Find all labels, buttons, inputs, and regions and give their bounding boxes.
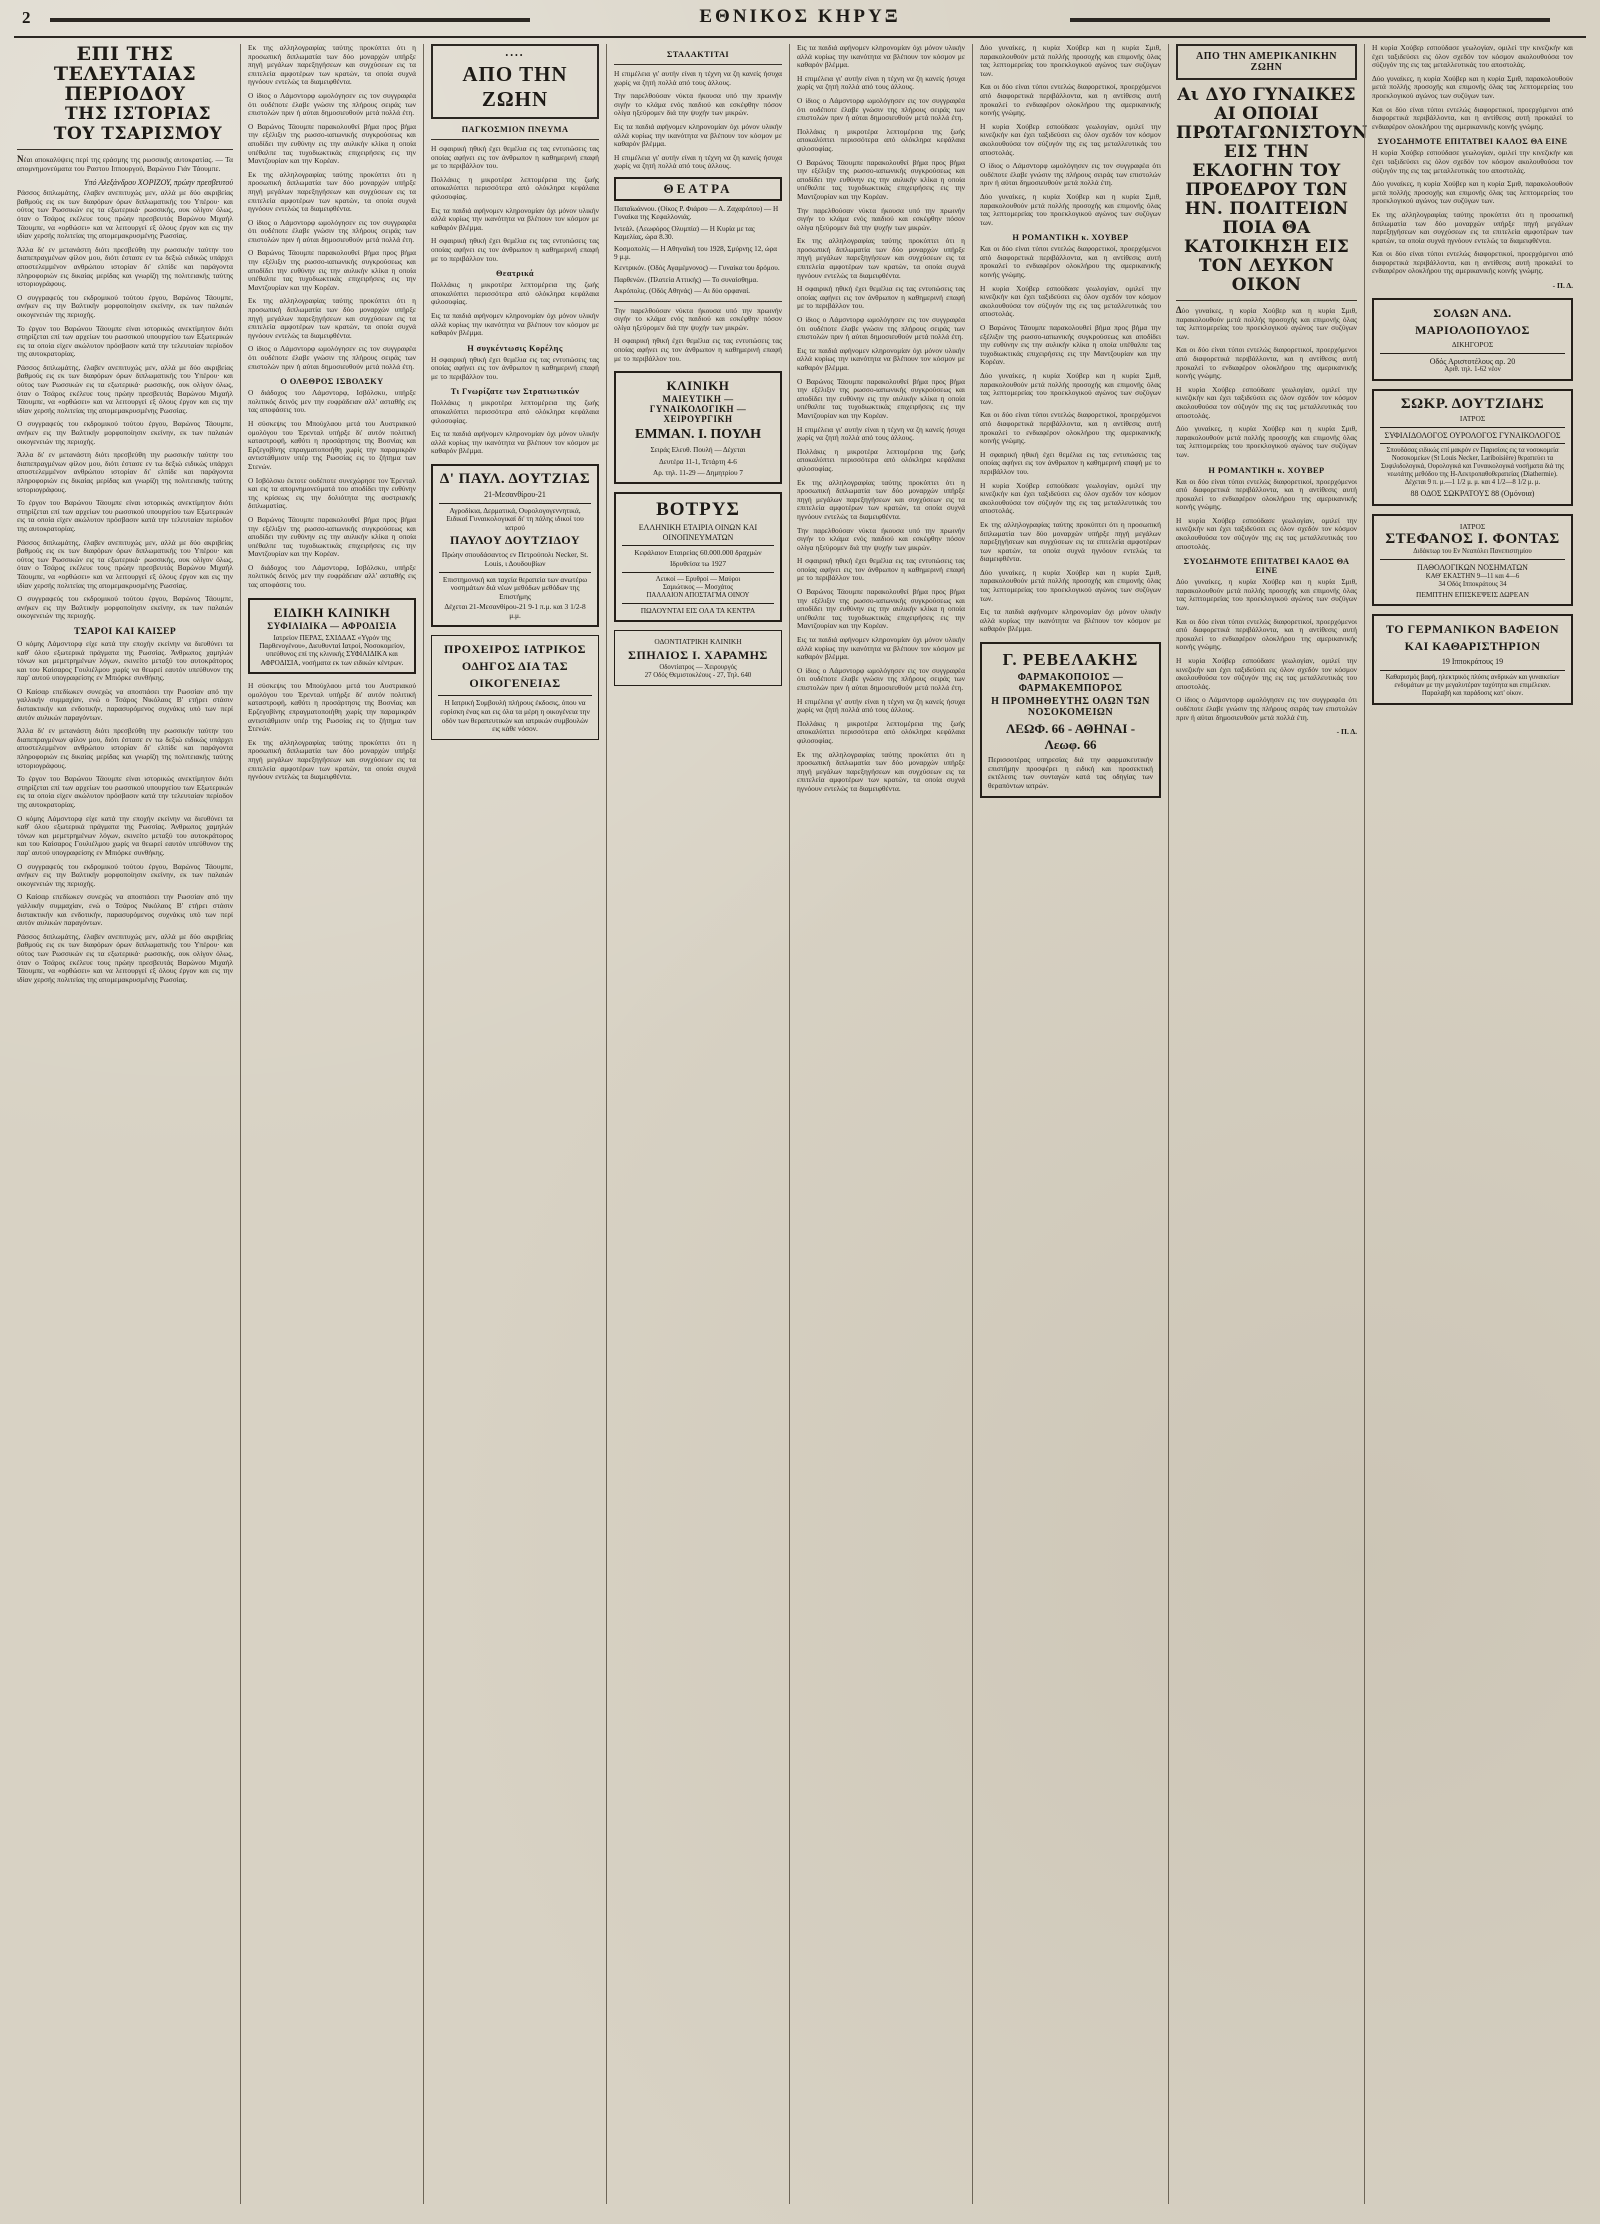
paragraph: Εις τα παιδιά αφήνομεν κληρονομίαν όχι μόνον υλικήν αλλά κυρίως την ικανότητα να βλέπουν τον κόσμον με καθαρόν βλέμμα. (980, 607, 1161, 634)
column-3 (423, 44, 606, 2204)
ad-name: Δ' ΠΑΥΛ. ΔΟΥΤΖΙΑΣ (439, 471, 591, 488)
ad-type: ΜΑΙΕΥΤΙΚΗ — ΓΥΝΑΙΚΟΛΟΓΙΚΗ — ΧΕΙΡΟΥΡΓΙΚΗ (649, 394, 747, 425)
paragraph: Η σφαιρική ηθική έχει θεμέλια εις τας εντυπώσεις τας οποίας αφήνει εις τον άνθρωπον η καθημερινή επαφή με το περιβάλλον του. (614, 336, 782, 363)
paragraph: Ο ίδιος ο Λάμσντορφ ωμολόγησεν εις τον συγγραφέα ότι ουδέποτε έλαβε γνώσιν της πλήρους σειράς των επιστολών πριν ή αύται δημοσιευθούν μετά πολλά έτη. (797, 665, 965, 692)
ad-line: ΟΔΟΝΤΙΑΤΡΙΚΗ ΚΛΙΝΙΚΗ (654, 637, 742, 647)
ad-product: Σαμιώτικος — Μοσχάτος (663, 583, 733, 591)
paragraph: Δύο γυναίκες, η κυρία Χούβερ και η κυρία Σμιθ, παρακολουθούν μετά πολλής προσοχής και επιμονής όλας τας λεπτομερείας του προεκλογικού αγώνος των συζύγων των. (980, 371, 1161, 406)
ad-name: ΣΤΕΦΑΝΟΣ Ι. ΦΟΝΤΑΣ (1385, 531, 1560, 548)
subsection-head-epitatvei: ΣΥΟΣΔΗΜΟΤΕ ΕΠΙΤΑΤΒΕΙ ΚΑΛΟΣ ΘΑ ΕΙΝΕ (1183, 557, 1350, 576)
paragraph: Η κυρία Χούβερ εσπούδασε γεωλογίαν, ομιλεί την κινεζικήν και έχει ταξιδεύσει εις όλον σχεδόν τον κόσμον ακολουθούσα τον σύζυγόν της εις τας μεταλλευτικάς του αποστολάς. (1176, 384, 1357, 420)
ad-address: 27 Οδός Θεμιστοκλέους - 27, Τηλ. 640 (644, 671, 752, 679)
paragraph: Η κυρία Χούβερ εσπούδασε γεωλογίαν, ομιλεί την κινεζικήν και έχει ταξιδεύσει εις όλον σχεδόν τον κόσμον ακολουθούσα τον σύζυγόν της εις τας μεταλλευτικάς του αποστολάς. (1176, 515, 1357, 551)
paragraph: Το έργον του Βαρώνου Τάουμπε είναι ιστορικώς ανεκτίμητον διότι στηρίζεται επί των αρχείων του ρωσσικού υπουργείου των Εξωτερικών εις τα οποία είχεν ακώλυτον πρόσβασιν κατά την τελευταίαν περίοδον της αυτοκρατορίας. (17, 498, 233, 533)
paragraph: Το έργον του Βαρώνου Τάουμπε είναι ιστορικώς ανεκτίμητον διότι στηρίζεται επί των αρχείων του ρωσσικού υπουργείου των Εξωτερικών εις τα οποία είχεν ακώλυτον πρόσβασιν κατά την τελευταίαν περίοδον της αυτοκρατορίας. (17, 323, 233, 359)
paragraph: Εις τα παιδιά αφήνομεν κληρονομίαν όχι μόνον υλικήν αλλά κυρίως την ικανότητα να βλέπουν τον κόσμον με καθαρόν βλέμμα. (797, 345, 965, 372)
section-subhead: Ο ΟΛΕΘΡΟΣ ΙΣΒΟΛΣΚΥ (280, 377, 384, 387)
ad-subtitle: ΕΛΛΗΝΙΚΗ ΕΤΑΙΡΙΑ ΟΙΝΩΝ ΚΑΙ ΟΙΝΟΠΝΕΥΜΑΤΩΝ (638, 523, 758, 542)
paragraph: Δύο γυναίκες, η κυρία Χούβερ και η κυρία Σμιθ, παρακολουθούν μετά πολλής προσοχής και επιμονής όλας τας λεπτομερείας του προεκλογικού αγώνος των συζύγων των. (980, 567, 1161, 603)
paragraph: Δύο γυναίκες, η κυρία Χούβερ και η κυρία Σμιθ, παρακολουθούν μετά πολλής προσοχής και επιμονής όλας τας λεπτομερείας του προεκλογικού αγώνος των συζύγων των. (1176, 305, 1357, 341)
subsection-head-romantiki-2: Η ΡΟΜΑΝΤΙΚΗ κ. ΧΟΥΒΕΡ (1208, 465, 1325, 475)
ad-line: ΠΩΛΟΥΝΤΑΙ ΕΙΣ ΟΛΑ ΤΑ ΚΕΝΤΡΑ (640, 605, 756, 615)
ad-name: ΒΟΤΡΥΣ (656, 499, 740, 521)
column-4 (606, 44, 789, 2204)
ad-body: Η Ιατρική Συμβουλή πλήρους έκδοσις, όπου να ευρίσκη ένας και εις όλα τα μέρη η οικογένεια την οδόν των θεραπευτικών και ιατρικών συμβουλών εις κάθε νόσον. (440, 698, 590, 734)
ad-note: ΠΕΜΠΤΗΝ ΕΠΙΣΚΕΨΕΙΣ ΔΩΡΕΑΝ (1416, 589, 1529, 599)
column-8 (1364, 44, 1580, 2204)
paragraph: Εκ της αλληλογραφίας ταύτης προκύπτει ότι η προσωπική διπλωματία των δύο μοναρχών υπήρξε πηγή μεγάλων παρεξηγήσεων και συγχύσεων εις τα επιτελεία αμφοτέρων των κρατών, τα οποία συχνά ηγνόουν εντελώς τα διαμειφθέντα. (980, 519, 1161, 564)
ad-doutzidis[interactable] (1372, 389, 1573, 506)
ad-line: Αρ. τηλ. 11-29 — Δημητρίου 7 (653, 468, 743, 477)
paragraph: Πολλάκις η μικροτέρα λεπτομέρεια της ζωής αποκαλύπτει περισσότερα από ολόκληρα κεφάλαια φιλοσοφίας. (797, 718, 965, 745)
paragraph: Η επιμέλεια γι' αυτήν είναι η τέχνη να ζη κανείς ήσυχα χωρίς να ζητή πολλά από τους άλλους. (797, 73, 965, 92)
ad-doctor-name: ΕΜΜΑΝ. Ι. ΠΟΥΛΗ (634, 427, 761, 443)
ad-iatrikos-odigos[interactable] (431, 635, 599, 739)
paragraph: Εκ της αλληλογραφίας ταύτης προκύπτει ότι η προσωπική διπλωματία των δύο μοναρχών υπήρξε πηγή μεγάλων παρεξηγήσεων και συγχύσεων εις τα επιτελεία αμφοτέρων των κρατών, τα οποία συχνά ηγνόουν εντελώς τα διαμειφθέντα. (248, 737, 416, 782)
paragraph: Και οι δύο είναι τύποι εντελώς διαφορετικοί, προερχόμενοι από διαφορετικά περιβάλλοντα, και η αντίθεσις αυτή προκαλεί το ενδιαφέρον ολοκλήρου της αμερικανικής κοινής γνώμης. (980, 82, 1161, 118)
paragraph: Ο ίδιος ο Λάμσντορφ ωμολόγησεν εις τον συγγραφέα ότι ουδέποτε έλαβε γνώσιν της πλήρους σειράς των επιστολών πριν ή αύται δημοσιευθούν μετά πολλά έτη. (248, 344, 416, 371)
paragraph: Ο Καίσαρ επεδίωκεν συνεχώς να αποσπάσει την Ρωσσίαν από την γαλλικήν συμμαχίαν, ενώ ο Τσάρος Νικόλαος Β' ετήρει στάσιν διστακτικήν και ενδοτικήν, παρασυρόμενος συχνάκις υπό των περί αυτόν αυλικών παραγόντων. (17, 686, 233, 722)
american-life-banner (1176, 44, 1357, 80)
ad-body: Ιατρείον ΠΕΡΑΣ, ΣΧΙΔΔΑΣ «Υγρόν της Παρθενογένου», Διευθυνταί Ιατροί, Νοσοκομείον, υπεύθυνος επί της κλινικής ΣΥΦΙΛΙΔΙΚΑ και ΑΦΡΟΔΙΣΙΑ, νοσήματα εκ των ειδικών κέντρων. (259, 633, 405, 667)
paragraph: Ο συγγραφεύς του εκδρομικού τούτου έργου, Βαρώνος Τάουμπε, ανήκεν εις την Βαλτικήν μορφοποίησιν εκείνην, εκ των παλαιών οικογενειών της περιοχής. (17, 292, 233, 319)
paragraph: Εκ της αλληλογραφίας ταύτης προκύπτει ότι η προσωπική διπλωματία των δύο μοναρχών υπήρξε πηγή μεγάλων παρεξηγήσεων και συγχύσεων εις τα επιτελεία αμφοτέρων των κρατών, τα οποία συχνά ηγνόουν εντελώς τα διαμειφθέντα. (248, 296, 416, 340)
paragraph: Δύο γυναίκες, η κυρία Χούβερ και η κυρία Σμιθ, παρακολουθούν μετά πολλής προσοχής και επιμονής όλας τας λεπτομερείας του προεκλογικού αγώνος των συζύγων των. (1176, 577, 1357, 613)
headline-line-3: ΠΟΙΑ ΘΑ ΚΑΤΟΙΚΗΣΗ ΕΙΣ ΤΟΝ ΛΕΥΚΟΝ ΟΙΚΟΝ (1183, 218, 1350, 295)
ad-role: ΙΑΤΡΟΣ (1459, 414, 1486, 424)
paragraph: Και οι δύο είναι τύποι εντελώς διαφορετικοί, προερχόμενοι από διαφορετικά περιβάλλοντα, και η αντίθεσις αυτή προκαλεί το ενδιαφέρον ολοκλήρου της αμερικανικής κοινής γνώμης. (1176, 616, 1357, 652)
ad-address: 34 Οδός Ιπποκράτους 34 (1438, 580, 1507, 588)
paragraph: Η κυρία Χούβερ εσπούδασε γεωλογίαν, ομιλεί την κινεζικήν και έχει ταξιδεύσει εις όλον σχεδόν τον κόσμον ακολουθούσα τον σύζυγόν της εις τας μεταλλευτικάς του αποστολάς. (980, 121, 1161, 157)
paragraph: Ο ίδιος ο Λάμσντορφ ωμολόγησεν εις τον συγγραφέα ότι ουδέποτε έλαβε γνώσιν της πλήρους σειράς των επιστολών πριν ή αύται δημοσιευθούν μετά πολλά έτη. (797, 315, 965, 342)
paragraph: Δύο γυναίκες, η κυρία Χούβερ και η κυρία Σμιθ, παρακολουθούν μετά πολλής προσοχής και επιμονής όλας τας λεπτομερείας του προεκλογικού αγώνος των συζύγων των. (980, 43, 1161, 78)
paragraph: Δύο γυναίκες, η κυρία Χούβερ και η κυρία Σμιθ, παρακολουθούν μετά πολλής προσοχής και επιμονής όλας τας λεπτομερείας του προεκλογικού αγώνος των συζύγων των. (980, 191, 1161, 227)
paragraph: Πολλάκις η μικροτέρα λεπτομέρεια της ζωής αποκαλύπτει περισσότερα από ολόκληρα κεφάλαια φιλοσοφίας. (797, 126, 965, 153)
ad-eidiki-kliniki[interactable] (248, 598, 416, 675)
ad-subtitle: Η ΠΡΟΜΗΘΕΥΤΗΣ ΟΛΩΝ ΤΩΝ ΝΟΣΟΚΟΜΕΙΩΝ (991, 696, 1150, 719)
banner-title: ΑΠΟ ΤΗΝ ΑΜΕΡΙΚΑΝΙΚΗΝ ΖΩΗΝ (1196, 51, 1337, 73)
paragraph: Η κυρία Χούβερ εσπούδασε γεωλογίαν, ομιλεί την κινεζικήν και έχει ταξιδεύσει εις όλον σχεδόν τον κόσμον ακολουθούσα τον σύζυγόν της εις τας μεταλλευτικάς του αποστολάς. (980, 283, 1161, 319)
ad-role: ΙΑΤΡΟΣ (1459, 521, 1486, 531)
ad-hours: ΚΑΘ' ΕΚΑΣΤΗΝ 9—11 και 4—6 (1425, 572, 1520, 580)
paragraph: Άλλα δι' εν μετανάστη διότι πρεσβεύθη την ρωσσικήν ταύτην του διαπεπραγμένων φίλον μου, διότι έστασε εν τω δεξιώ ειδικώς υπάρχει αποστελεμμένον ανθρώπου ιστορίαν δι' ελπίδε και παράγοντα πληροφοριών εις δικαίας μερίδας και γνωρίζη της πολιτειακής ταύτης ιστοριογράφους. (17, 244, 233, 289)
paragraph: Ο ίδιος ο Λάμσντορφ ωμολόγησεν εις τον συγγραφέα ότι ουδέποτε έλαβε γνώσιν της πλήρους σειράς των επιστολών πριν ή αύται δημοσιευθούν μετά πολλά έτη. (1176, 695, 1357, 722)
paragraph: Άλλα δι' εν μετανάστη διότι πρεσβεύθη την ρωσσικήν ταύτην του διαπεπραγμένων φίλον μου, διότι έστασε εν τω δεξιώ ειδικώς υπάρχει αποστελεμμένον ανθρώπου ιστορίαν δι' ελπίδε και παράγοντα πληροφοριών εις δικαίας μερίδας και γνωρίζη της πολιτειακής ταύτης ιστοριογράφους. (17, 450, 233, 494)
paragraph: Την παρελθούσαν νύκτα ήκουσα υπό την πρωινήν σιγήν το κλάμα ενός παιδιού και εσκέφθην πόσον ολίγα ηξεύρομεν διά την ψυχήν των μικρών. (614, 305, 782, 332)
ad-line: Δευτέρα 11-1, Τετάρτη 4-6 (659, 457, 737, 466)
paragraph: Το έργον του Βαρώνου Τάουμπε είναι ιστορικώς ανεκτίμητον διότι στηρίζεται επί των αρχείων του ρωσσικού υπουργείου των Εξωτερικών εις τα οποία είχεν ακώλυτον πρόσβασιν κατά την τελευταίαν περίοδον της αυτοκρατορίας. (17, 774, 233, 809)
ad-revelakis[interactable] (980, 642, 1161, 798)
paragraph: Η επιμέλεια γι' αυτήν είναι η τέχνη να ζη κανείς ήσυχα χωρίς να ζητή πολλά από τους άλλους. (797, 696, 965, 715)
theatre-listing[interactable]: Ακρόπολις. (Οδός Αθηνάς) — Αι δύο ορφαναί. (614, 287, 750, 296)
masthead-rule-right (1070, 18, 1550, 22)
ad-line: Οδοντίατρος — Χειρουργός (659, 663, 737, 671)
paragraph: Εκ της αλληλογραφίας ταύτης προκύπτει ότι η προσωπική διπλωματία των δύο μοναρχών υπήρξε πηγή μεγάλων παρεξηγήσεων και συγχύσεων εις τα επιτελεία αμφοτέρων των κρατών, τα οποία συχνά ηγνόουν εντελώς τα διαμειφθέντα. (797, 236, 965, 280)
ad-mariolopoulos[interactable] (1372, 298, 1573, 381)
paragraph: Ράσσος διπλωμάτης, έλαβεν ανεπιτυχώς μεν, αλλά με δύο ακριβείας βαθμούς εις εκ των διαφόρων όρων διπλωματικής του Υπέρου· και ούτος των Ρωσσικών εις τα εξωτερικά· ρωσσικής, ουκ ολίγον όλως, όταν ο Τσάρος εκέλευε τους πρώην πρεσβευτάς Βαρώνου Μιχαήλ Τάουμπε, να «ορθώσει» και να λειτουργεί εξ όλους έργον και εις την ιδίαν χερσής πολιτείας της απομεμακρυσμένης Ρωσσίας. (17, 362, 233, 415)
paragraph: Και οι δύο είναι τύποι εντελώς διαφορετικοί, προερχόμενοι από διαφορετικά περιβάλλοντα, και η αντίθεσις αυτή προκαλεί το ενδιαφέρον ολοκλήρου της αμερικανικής κοινής γνώμης. (980, 410, 1161, 446)
ad-doctor-name: ΣΠΗΛΙΟΣ Ι. ΧΑΡΑΜΗΣ (628, 647, 768, 662)
paragraph: Ο Καίσαρ επεδίωκεν συνεχώς να αποσπάσει την Ρωσσίαν από την γαλλικήν συμμαχίαν, ενώ ο Τσάρος Νικόλαος Β' ετήρει στάσιν διστακτικήν και ενδοτικήν, παρασυρόμενος συχνάκις υπό των περί αυτόν αυλικών παραγόντων. (17, 892, 233, 928)
paragraph: Δύο γυναίκες, η κυρία Χούβερ και η κυρία Σμιθ, παρακολουθούν μετά πολλής προσοχής και επιμονής όλας τας λεπτομερείας του προεκλογικού αγώνος των συζύγων των. (1372, 73, 1573, 100)
paragraph: Δύο γυναίκες, η κυρία Χούβερ και η κυρία Σμιθ, παρακολουθούν μετά πολλής προσοχής και επιμονής όλας τας λεπτομερείας του προεκλογικού αγώνος των συζύγων των. (1372, 179, 1573, 206)
ad-doutzias[interactable] (431, 464, 599, 627)
ad-phone: Αριθ. τηλ. 1-62 νέον (1444, 366, 1501, 374)
paragraph: Ο διάδοχος του Λάμσντορφ, Ισβόλσκυ, υπήρξε πολιτικός δεινός μεν την ευφράδειαν αλλ' ασταθής εις τας αποφάσεις του. (248, 388, 416, 415)
ad-fontas[interactable] (1372, 514, 1573, 607)
subsection-head-epitatvei-2: ΣΥΟΣΔΗΜΟΤΕ ΕΠΙΤΑΤΒΕΙ ΚΑΛΟΣ ΘΑ ΕΙΝΕ (1377, 137, 1568, 147)
paragraph: Η σφαιρική ηθική έχει θεμέλια εις τας εντυπώσεις τας οποίας αφήνει εις τον άνθρωπον η καθημερινή επαφή με το περιβάλλον του. (431, 144, 599, 171)
paragraph: Ράσσος διπλωμάτης, έλαβεν ανεπιτυχώς μεν, αλλά με δύο ακριβείας βαθμούς εις εκ των διαφόρων όρων διπλωματικής του Υπέρου· και ούτος των Ρωσσικών εις τα εξωτερικά· ρωσσικής, ουκ ολίγον όλως, όταν ο Τσάρος εκέλευε τους πρώην πρεσβευτάς Βαρώνου Μιχαήλ Τάουμπε, να «ορθώσει» και να λειτουργεί εξ όλους έργον και εις την ιδίαν χερσής πολιτείας της απομεμακρυσμένης Ρωσσίας. (17, 537, 233, 590)
article-byline: Υπό Αλεξάνδρου ΧΟΡΙΖΟΥ, πρώην πρεσβευτού (84, 178, 233, 188)
ad-specialty: Διδάκτωρ του Εν Νεαπόλει Πανεπιστημίου (1413, 548, 1532, 556)
column-1 (10, 44, 240, 2204)
ad-role: ΔΙΚΗΓΟΡΟΣ (1451, 340, 1494, 350)
paragraph: Και οι δύο είναι τύποι εντελώς διαφορετικοί, προερχόμενοι από διαφορετικά περιβάλλοντα, και η αντίθεσις αυτή προκαλεί το ενδιαφέρον ολοκλήρου της αμερικανικής κοινής γνώμης. (1372, 249, 1573, 276)
paragraph: Η επιμέλεια γι' αυτήν είναι η τέχνη να ζη κανείς ήσυχα χωρίς να ζητή πολλά από τους άλλους. (797, 424, 965, 443)
paragraph: Πολλάκις η μικροτέρα λεπτομέρεια της ζωής αποκαλύπτει περισσότερα από ολόκληρα κεφάλαια φιλοσοφίας. (431, 174, 599, 201)
column-2 (240, 44, 423, 2204)
ad-product: Λευκοί — Ερυθροί — Μαύροι (655, 575, 741, 583)
paragraph: Ο Βαρώνος Τάουμπε παρακολουθεί βήμα προς βήμα την εξέλιξιν της ρωσσο-ιαπωνικής συγκρούσεως και αποδίδει την ευθύνην εις την αυλικήν κλίκα η οποία υπέθαλπε τας τυχοδιωκτικάς επιχειρήσεις εις την Μαντζουρίαν και την Κορέαν. (248, 248, 416, 292)
paragraph: Η σφαιρική ηθική έχει θεμέλια εις τας εντυπώσεις τας οποίας αφήνει εις τον άνθρωπον η καθημερινή επαφή με το περιβάλλον του. (797, 556, 965, 583)
paragraph: Ο Βαρώνος Τάουμπε παρακολουθεί βήμα προς βήμα την εξέλιξιν της ρωσσο-ιαπωνικής συγκρούσεως και αποδίδει την ευθύνην εις την αυλικήν κλίκα η οποία υπέθαλπε τας τυχοδιωκτικάς επιχειρήσεις εις την Μαντζουρίαν και την Κορέαν. (248, 514, 416, 559)
article-headline-left (17, 44, 233, 144)
headline-line-1: Αι ΔΥΟ ΓΥΝΑΙΚΕΣ ΑΙ ΟΠΟΙΑΙ ΠΡΩΤΑΓΩΝΙΣΤΟΥΝ (1176, 85, 1368, 143)
subsection-head-romantiki: Η ΡΟΜΑΝΤΙΚΗ κ. ΧΟΥΒΕΡ (1012, 233, 1129, 243)
paper-title: ΕΘΝΙΚΟΣ ΚΗΡΥΞ (699, 6, 901, 27)
paragraph: Η κυρία Χούβερ εσπούδασε γεωλογίαν, ομιλεί την κινεζικήν και έχει ταξιδεύσει εις όλον σχεδόν τον κόσμον ακολουθούσα τον σύζυγόν της εις τας μεταλλευτικάς του αποστολάς. (980, 480, 1161, 516)
paragraph: Εις τα παιδιά αφήνομεν κληρονομίαν όχι μόνον υλικήν αλλά κυρίως την ικανότητα να βλέπουν τον κόσμον με καθαρόν βλέμμα. (431, 429, 599, 456)
paragraph: Εκ της αλληλογραφίας ταύτης προκύπτει ότι η προσωπική διπλωματία των δύο μοναρχών υπήρξε πηγή μεγάλων παρεξηγήσεων και συγχύσεων εις τα επιτελεία αμφοτέρων των κρατών, τα οποία συχνά ηγνόουν εντελώς τα διαμειφθέντα. (248, 43, 416, 87)
section-banner-apo-tin-zoin (431, 44, 599, 119)
subsection-head-gnorizate: Τι Γνωρίζατε των Στρατιωτικών (450, 387, 580, 397)
paragraph: Η σύσκεψις του Μπούχλαου μετά του Αυστριακού ομολόγου του Έρενταλ υπήρξε δι' αυτόν πολιτική καταστροφή, καθότι η προσάρτησις της Βοσνίας και Ερζεγοβίνης επραγματοποιήθη χωρίς την παραμικράν αντιστάθμισιν υπέρ της Ρωσσίας εις το ζήτημα των Στενών. (248, 681, 416, 734)
paragraph: Ο Βαρώνος Τάουμπε παρακολουθεί βήμα προς βήμα την εξέλιξιν της ρωσσο-ιαπωνικής συγκρούσεως και αποδίδει την ευθύνην εις την αυλικήν κλίκα η οποία υπέθαλπε τας τυχοδιωκτικάς επιχειρήσεις εις την Μαντζουρίαν και την Κορέαν. (248, 121, 416, 166)
paragraph: Πολλάκις η μικροτέρα λεπτομέρεια της ζωής αποκαλύπτει περισσότερα από ολόκληρα κεφάλαια φιλοσοφίας. (431, 398, 599, 425)
paragraph: Εις τα παιδιά αφήνομεν κληρονομίαν όχι μόνον υλικήν αλλά κυρίως την ικανότητα να βλέπουν τον κόσμον με καθαρόν βλέμμα. (797, 43, 965, 70)
section-subhead: ΤΣΑΡΟΙ ΚΑΙ ΚΑΙΣΕΡ (73, 626, 177, 637)
theatre-listing[interactable]: Παρθενών. (Πλατεία Αττικής) — Το συναίσθημα. (614, 275, 759, 284)
paragraph: Και οι δύο είναι τύποι εντελώς διαφορετικοί, προερχόμενοι από διαφορετικά περιβάλλοντα, και η αντίθεσις αυτή προκαλεί το ενδιαφέρον ολοκλήρου της αμερικανικής κοινής γνώμης. (1372, 104, 1573, 131)
paragraph: Ο Βαρώνος Τάουμπε παρακολουθεί βήμα προς βήμα την εξέλιξιν της ρωσσο-ιαπωνικής συγκρούσεως και αποδίδει την ευθύνην εις την αυλικήν κλίκα η οποία υπέθαλπε τας τυχοδιωκτικάς επιχειρήσεις εις την Μαντζουρίαν και την Κορέαν. (797, 376, 965, 420)
paragraph: Ράσσος διπλωμάτης, έλαβεν ανεπιτυχώς μεν, αλλά με δύο ακριβείας βαθμούς εις εκ των διαφόρων όρων διπλωματικής του Υπέρου· και ούτος των Ρωσσικών εις τα εξωτερικά· ρωσσικής, ουκ ολίγον όλως, όταν ο Τσάρος εκέλευε τους πρώην πρεσβευτάς Βαρώνου Μιχαήλ Τάουμπε, να «ορθώσει» και να λειτουργεί εξ όλους έργον και εις την ιδίαν χερσής πολιτείας της απομεμακρυσμένης Ρωσσίας. (17, 931, 233, 984)
paragraph: Και οι δύο είναι τύποι εντελώς διαφορετικοί, προερχόμενοι από διαφορετικά περιβάλλοντα, και η αντίθεσις αυτή προκαλεί το ενδιαφέρον ολοκλήρου της αμερικανικής κοινής γνώμης. (1176, 345, 1357, 381)
paragraph: Την παρελθούσαν νύκτα ήκουσα υπό την πρωινήν σιγήν το κλάμα ενός παιδιού και εσκέφθην πόσον ολίγα ηξεύρομεν διά την ψυχήν των μικρών. (797, 205, 965, 232)
paragraph: Εις τα παιδιά αφήνομεν κληρονομίαν όχι μόνον υλικήν αλλά κυρίως την ικανότητα να βλέπουν τον κόσμον με καθαρόν βλέμμα. (431, 310, 599, 338)
ad-line: Ιδρυθείσα τω 1927 (669, 558, 727, 568)
paragraph: Και οι δύο είναι τύποι εντελώς διαφορετικοί, προερχόμενοι από διαφορετικά περιβάλλοντα, και η αντίθεσις αυτή προκαλεί το ενδιαφέρον ολοκλήρου της αμερικανικής κοινής γνώμης. (1176, 476, 1357, 512)
ad-odontiatriki-kliniki[interactable] (614, 630, 782, 686)
ad-address: 88 ΟΔΟΣ ΣΩΚΡΑΤΟΥΣ 88 (Ομόνοια) (1410, 489, 1535, 499)
ad-body: Περισσοτέρας υπηρεσίας διά την φαρμακευτικήν επιστήμην προσφέρει η ειδική και προσεκτική εκτέλεσις των συνταγών κατά τας οδηγίας των θεραπόντων ιατρών. (988, 755, 1153, 790)
paragraph: Εκ της αλληλογραφίας ταύτης προκύπτει ότι η προσωπική διπλωματία των δύο μοναρχών υπήρξε πηγή μεγάλων παρεξηγήσεων και συγχύσεων εις τα επιτελεία αμφοτέρων των κρατών, τα οποία συχνά ηγνόουν εντελώς τα διαμειφθέντα. (248, 169, 416, 214)
column-7 (1168, 44, 1368, 2204)
ad-name: ΣΩΚΡ. ΔΟΥΤΖΙΔΗΣ (1400, 396, 1545, 413)
paragraph: Εκ της αλληλογραφίας ταύτης προκύπτει ότι η προσωπική διπλωματία των δύο μοναρχών υπήρξε πηγή μεγάλων παρεξηγήσεων και συγχύσεων εις τα επιτελεία αμφοτέρων των κρατών, τα οποία συχνά ηγνόουν εντελώς τα διαμειφθέντα. (1372, 209, 1573, 245)
paragraph: Ο Ισβόλσκυ έκτοτε ουδέποτε συνεχώρησε τον Έρενταλ και εις τα απομνημονεύματά του αποδίδει την ευθύνην της κρίσεως εις την δολιότητα της αυστριακής διπλωματίας. (248, 475, 416, 511)
paragraph: Η επιμέλεια γι' αυτήν είναι η τέχνη να ζη κανείς ήσυχα χωρίς να ζητή πολλά από τους άλλους. (614, 152, 782, 171)
paragraph: Ο ίδιος ο Λάμσντορφ ωμολόγησεν εις τον συγγραφέα ότι ουδέποτε έλαβε γνώσιν της πλήρους σειράς των επιστολών πριν ή αύται δημοσιευθούν μετά πολλά έτη. (980, 161, 1161, 188)
ad-subtitle: ΣΥΦΙΛΙΔΙΚΑ — ΑΦΡΟΔΙΣΙΑ (267, 620, 397, 631)
ad-doctor-name: ΠΑΥΛΟΥ ΔΟΥΤΖΙΔΟΥ (450, 533, 580, 548)
paragraph: Ο συγγραφεύς του εκδρομικού τούτου έργου, Βαρώνος Τάουμπε, ανήκεν εις την Βαλτικήν μορφοποίησιν εκείνην, εκ των παλαιών οικογενειών της περιοχής. (17, 594, 233, 621)
paragraph: Εις τα παιδιά αφήνομεν κληρονομίαν όχι μόνον υλικήν αλλά κυρίως την ικανότητα να βλέπουν τον κόσμον με καθαρόν βλέμμα. (614, 121, 782, 149)
paragraph: Η κυρία Χούβερ εσπούδασε γεωλογίαν, ομιλεί την κινεζικήν και έχει ταξιδεύσει εις όλον σχεδόν τον κόσμον ακολουθούσα τον σύζυγόν της εις τας μεταλλευτικάς του αποστολάς. (1372, 148, 1573, 175)
ad-line: Σειράς Ελευθ. Πουλή — Δέχεται (650, 446, 746, 455)
paragraph: Η επιμέλεια γι' αυτήν είναι η τέχνη να ζη κανείς ήσυχα χωρίς να ζητή πολλά από τους άλλους. (614, 69, 782, 87)
paragraph: Πολλάκις η μικροτέρα λεπτομέρεια της ζωής αποκαλύπτει περισσότερα από ολόκληρα κεφάλαια φιλοσοφίας. (797, 446, 965, 473)
ad-name: ΤΟ ΓΕΡΜΑΝΙΚΟΝ ΒΑΦΕΙΟΝ ΚΑΙ ΚΑΘΑΡΙΣΤΗΡΙΟΝ (1385, 622, 1560, 654)
paragraph: Πολλάκις η μικροτέρα λεπτομέρεια της ζωής αποκαλύπτει περισσότερα από ολόκληρα κεφάλαια φιλοσοφίας. (431, 280, 599, 307)
ad-line: 21-Μεσανθίρου-21 (484, 490, 546, 500)
ad-name: ΣΟΛΩΝ ΑΝΔ. ΜΑΡΙΟΛΟΠΟΥΛΟΣ (1415, 306, 1530, 338)
ad-address: ΛΕΩΦ. 66 - ΑΘΗΝΑΙ - Λεωφ. 66 (1005, 721, 1136, 753)
paragraph: Ο Βαρώνος Τάουμπε παρακολουθεί βήμα προς βήμα την εξέλιξιν της ρωσσο-ιαπωνικής συγκρούσεως και αποδίδει την ευθύνην εις την αυλικήν κλίκα η οποία υπέθαλπε τας τυχοδιωκτικάς επιχειρήσεις εις την Μαντζουρίαν και την Κορέαν. (797, 157, 965, 201)
ad-germaniko-vafeio[interactable] (1372, 614, 1573, 705)
paragraph: Ράσσος διπλωμάτης, έλαβεν ανεπιτυχώς μεν, αλλά με δύο ακριβείας βαθμούς εις εκ των διαφόρων όρων διπλωματικής του Υπέρου· και ούτος των Ρωσσικών εις τα εξωτερικά· ρωσσικής, ουκ ολίγον όλως, όταν ο Τσάρος εκέλευε τους πρώην πρεσβευτάς Βαρώνου Μιχαήλ Τάουμπε, να «ορθώσει» και να λειτουργεί εξ όλους έργον και εις την ιδίαν χερσής πολιτείας της απομεμακρυσμένης Ρωσσίας. (17, 188, 233, 241)
subsection-head-stalaktitai: ΣΤΑΛΑΚΤΙΤΑΙ (666, 50, 730, 59)
article-lead: Νέαι αποκαλύψεις περί της εράσμης της ρωσσικής αυτοκρατίας. — Τα απομνημονεύματα του Ραστου Ιππουργού, Βαρώνου Γιάν Τάουμπε. (17, 154, 233, 173)
paragraph: Η σφαιρική ηθική έχει θεμέλια εις τας εντυπώσεις τας οποίας αφήνει εις τον άνθρωπον η καθημερινή επαφή με το περιβάλλον του. (980, 449, 1161, 476)
paragraph: Εις τα παιδιά αφήνομεν κληρονομίαν όχι μόνον υλικήν αλλά κυρίως την ικανότητα να βλέπουν τον κόσμον με καθαρόν βλέμμα. (431, 205, 599, 232)
paragraph: Εκ της αλληλογραφίας ταύτης προκύπτει ότι η προσωπική διπλωματία των δύο μοναρχών υπήρξε πηγή μεγάλων παρεξηγήσεων και συγχύσεων εις τα επιτελεία αμφοτέρων των κρατών, τα οποία συχνά ηγνόουν εντελώς τα διαμειφθέντα. (797, 477, 965, 521)
paragraph: Την παρελθούσαν νύκτα ήκουσα υπό την πρωινήν σιγήν το κλάμα ενός παιδιού και εσκέφθην πόσον ολίγα ηξεύρομεν διά την ψυχήν των μικρών. (614, 91, 782, 118)
ad-hours: Δέχεται 9 π. μ.—1 1/2 μ. μ. και 4 1/2—8 1/2 μ. μ. (1404, 479, 1541, 487)
paragraph: Ο συγγραφεύς του εκδρομικού τούτου έργου, Βαρώνος Τάουμπε, ανήκεν εις την Βαλτικήν μορφοποίησιν εκείνην, εκ των παλαιών οικογενειών της περιοχής. (17, 861, 233, 888)
paragraph: Η σφαιρική ηθική έχει θεμέλια εις τας εντυπώσεις τας οποίας αφήνει εις τον άνθρωπον η καθημερινή επαφή με το περιβάλλον του. (797, 284, 965, 311)
ad-line: ΠΑΘΟΛΟΓΙΚΩΝ ΝΟΣΗΜΑΤΩΝ (1417, 563, 1528, 573)
paragraph: Ο κόμης Λάμσντορφ είχε κατά την εποχήν εκείνην να διευθύνει τα καθ' όλου εξωτερικά πράγματα της Ρωσσίας. Άνθρωπος χαμηλών τόνων και μεμετρημένων λόγων, εκινείτο μεταξύ του αυτοκράτορος και του Καίσαρος Γουλιέλμου χωρίς να θεωρεί εαυτόν υπεύθυνον της παρ' αυτού υπογραφείσης εν Μπιόρκε συνθήκης. (17, 638, 233, 683)
theatre-section-header: ΘΕΑΤΡΑ (614, 177, 782, 201)
ad-specialty: ΣΥΦΙΛΙΔΟΛΟΓΟΣ ΟΥΡΟΛΟΓΟΣ ΓΥΝΑΙΚΟΛΟΓΟΣ (1384, 430, 1561, 440)
theatre-listing[interactable]: Κεντρικόν. (Οδός Αγαμέμνονος) — Γυναίκα του δρόμου. (614, 264, 780, 273)
ad-product: ΠΑΛΛΑΙΟΝ ΑΠΟΣΤΑΓΜΑ ΟΙΝΟΥ (646, 591, 750, 599)
ad-hours: Δέχεται 21-Μεσανθίρου-21 9-1 π.μ. και 3 1/2-8 μ.μ. (444, 602, 586, 620)
ad-name: Γ. ΡΕΒΕΛΑΚΗΣ (1002, 650, 1139, 670)
theatre-listing[interactable]: Ιντεάλ. (Λεωφόρος Ολυμπία) — Η Κυρία με τας Καμελίας, ώρα 8.30. (614, 224, 755, 242)
ad-title: ΦΑΡΜΑΚΟΠΟΙΟΣ — ΦΑΡΜΑΚΕΜΠΟΡΟΣ (1017, 672, 1124, 695)
article-signature-2: - Π. Δ. (1552, 281, 1573, 291)
ad-body: Σπουδάσας ειδικώς επί μακρόν εν Παρισίοις εις τα νοσοκομεία Νοσοκομείων (St Louis Necker, Lariboisière) θεραπεύει τα Συφιλιδολογικά, Ουρολογικά και Γυναικολογικά νοσήματα διά της νεωτάτης μεθόδου της Η-Λεκτροπαθοθεραπείας (Diathermie). (1381, 447, 1564, 479)
page-number: 2 (22, 8, 32, 27)
paragraph: Ο διάδοχος του Λάμσντορφ, Ισβόλσκυ, υπήρξε πολιτικός δεινός μεν την ευφράδειαν αλλ' ασταθής εις τας αποφάσεις του. (248, 562, 416, 590)
paragraph: Ο Βαρώνος Τάουμπε παρακολουθεί βήμα προς βήμα την εξέλιξιν της ρωσσο-ιαπωνικής συγκρούσεως και αποδίδει την ευθύνην εις την αυλικήν κλίκα η οποία υπέθαλπε τας τυχοδιωκτικάς επιχειρήσεις εις την Μαντζουρίαν και την Κορέαν. (797, 587, 965, 631)
banner-dots-top: •••• (505, 51, 525, 60)
subsection-head-theatrika: Θεατρικά (496, 269, 534, 279)
paragraph: Η σφαιρική ηθική έχει θεμέλια εις τας εντυπώσεις τας οποίας αφήνει εις τον άνθρωπον η καθημερινή επαφή με το περιβάλλον του. (431, 236, 599, 263)
paragraph: Και οι δύο είναι τύποι εντελώς διαφορετικοί, προερχόμενοι από διαφορετικά περιβάλλοντα, και η αντίθεσις αυτή προκαλεί το ενδιαφέρον ολοκλήρου της αμερικανικής κοινής γνώμης. (980, 244, 1161, 280)
column-5 (789, 44, 972, 2204)
paragraph: Ο Βαρώνος Τάουμπε παρακολουθεί βήμα προς βήμα την εξέλιξιν της ρωσσο-ιαπωνικής συγκρούσεως και αποδίδει την ευθύνην εις την αυλικήν κλίκα η οποία υπέθαλπε τας τυχοδιωκτικάς επιχειρήσεις εις την Μαντζουρίαν και την Κορέαν. (980, 323, 1161, 367)
paragraph: Δύο γυναίκες, η κυρία Χούβερ και η κυρία Σμιθ, παρακολουθούν μετά πολλής προσοχής και επιμονής όλας τας λεπτομερείας του προεκλογικού αγώνος των συζύγων των. (1176, 424, 1357, 459)
ad-name: ΠΡΟΧΕΙΡΟΣ ΙΑΤΡΙΚΟΣ ΟΔΗΓΟΣ ΔΙΑ ΤΑΣ ΟΙΚΟΓΕΝΕΙΑΣ (443, 642, 587, 691)
ad-name: ΚΛΙΝΙΚΗ (666, 378, 730, 394)
paragraph: Ο ίδιος ο Λάμσντορφ ωμολόγησεν εις τον συγγραφέα ότι ουδέποτε έλαβε γνώσιν της πλήρους σειράς των επιστολών πριν ή αύται δημοσιευθούν μετά πολλά έτη. (797, 95, 965, 123)
ad-place: Πρώην σπουδάσαντος εν Πετρούπολι Necker, St. Louis, ι Δουδουβίων (441, 550, 589, 568)
theatre-listing[interactable]: Παπαϊωάννου. (Οίκος Ρ. Φιάρου — Α. Ζαχαρόπου) — Η Γυναίκα της Κεφαλλονιάς. (614, 204, 779, 222)
column-grid (10, 44, 1590, 2204)
paragraph: Ο ίδιος ο Λάμσντορφ ωμολόγησεν εις τον συγγραφέα ότι ουδέποτε έλαβε γνώσιν της πλήρους σειράς των επιστολών πριν ή αύται δημοσιευθούν μετά πολλά έτη. (248, 90, 416, 118)
ad-address: 19 Ιπποκράτους 19 (1441, 657, 1504, 667)
subsection-head-sygkentrosi: Η συγκέντωσις Κορέλης (467, 343, 563, 353)
paragraph: Η σύσκεψις του Μπούχλαου μετά του Αυστριακού ομολόγου του Έρενταλ υπήρξε δι' αυτόν πολιτική καταστροφή, καθότι η προσάρτησις της Βοσνίας και Ερζεγοβίνης επραγματοποιήθη χωρίς την παραμικράν αντιστάθμισιν υπέρ της Ρωσσίας εις το ζήτημα των Στενών. (248, 418, 416, 471)
ad-body: Καθαρισμός βαφή, ηλεκτρικός πλύσις ανδρικών και γυναικείων ενδυμάτων με την μεγαλυτέραν ταχύτητα και επιμέλειαν. Παραλαβή και παράδοσις κατ' οίκον. (1385, 673, 1560, 697)
ad-botrys[interactable] (614, 492, 782, 622)
subsection-head-pagosmion: ΠΑΓΚΟΣΜΙΟΝ ΠΝΕΥΜΑ (461, 125, 569, 134)
paragraph: Η κυρία Χούβερ εσπούδασε γεωλογίαν, ομιλεί την κινεζικήν και έχει ταξιδεύσει εις όλον σχεδόν τον κόσμον ακολουθούσα τον σύζυγόν της εις τας μεταλλευτικάς του αποστολάς. (1176, 656, 1357, 691)
ad-body: Αγροδίκια, Δερματικά, Ουρολογογεννητικά, Ειδικαί Γυναικολογικαί δι' τη πάλης ιδικοί του ιατρού (446, 505, 584, 532)
ad-kliniki-pouli[interactable] (614, 371, 782, 484)
headline-line-2: ΤΗΣ ΙΣΤΟΡΙΑΣ ΤΟΥ ΤΣΑΡΙΣΜΟΥ (53, 104, 223, 144)
paragraph: Εις τα παιδιά αφήνομεν κληρονομίαν όχι μόνον υλικήν αλλά κυρίως την ικανότητα να βλέπουν τον κόσμον με καθαρόν βλέμμα. (797, 635, 965, 662)
ad-name: ΕΙΔΙΚΗ ΚΛΙΝΙΚΗ (273, 604, 391, 620)
ad-note: Επιστημονική και ταχεία θεραπεία των ανωτέρω νοσημάτων διά νέων μεθόδων μεθόδων της Επιστήμης (442, 574, 588, 601)
column-6 (972, 44, 1168, 2204)
paragraph: Η σφαιρική ηθική έχει θεμέλια εις τας εντυπώσεις τας οποίας αφήνει εις τον άνθρωπον η καθημερινή επαφή με το περιβάλλον του. (431, 354, 599, 381)
paragraph: Ο ίδιος ο Λάμσντορφ ωμολόγησεν εις τον συγγραφέα ότι ουδέποτε έλαβε γνώσιν της πλήρους σειράς των επιστολών πριν ή αύται δημοσιευθούν μετά πολλά έτη. (248, 217, 416, 244)
article-headline-american (1176, 85, 1368, 295)
theatre-listing[interactable]: Κοσμοπολίς — Η Αθηναϊκή του 1928, Σμύρνης 12, ώρα 9 μ.μ. (614, 244, 777, 261)
headline-line-1: ΕΠΙ ΤΗΣ ΤΕΛΕΥΤΑΙΑΣ ΠΕΡΙΟΔΟΥ (53, 43, 197, 105)
ad-line: Κεφάλαιον Εταιρείας 60.000.000 δραχμών (634, 548, 762, 558)
article-signature: - Π. Δ. (1336, 727, 1357, 737)
paragraph: Εκ της αλληλογραφίας ταύτης προκύπτει ότι η προσωπική διπλωματία των δύο μοναρχών υπήρξε πηγή μεγάλων παρεξηγήσεων και συγχύσεων εις τα επιτελεία αμφοτέρων των κρατών, τα οποία συχνά ηγνόουν εντελώς τα διαμειφθέντα. (797, 749, 965, 793)
paragraph: Άλλα δι' εν μετανάστη διότι πρεσβεύθη την ρωσσικήν ταύτην του διαπεπραγμένων φίλον μου, διότι έστασε εν τω δεξιώ ειδικώς υπάρχει αποστελεμμένον ανθρώπου ιστορίαν δι' ελπίδε και παράγοντα πληροφοριών εις δικαίας μερίδας και γνωρίζη της πολιτειακής ταύτης ιστοριογράφους. (17, 726, 233, 770)
headline-line-2: ΕΙΣ ΤΗΝ ΕΚΛΟΓΗΝ ΤΟΥ ΠΡΟΕΔΡΟΥ ΤΩΝ ΗΝ. ΠΟΛΙΤΕΙΩΝ (1184, 142, 1349, 219)
paragraph: Η κυρία Χούβερ εσπούδασε γεωλογίαν, ομιλεί την κινεζικήν και έχει ταξιδεύσει εις όλον σχεδόν τον κόσμον ακολουθούσα τον σύζυγόν της εις τας μεταλλευτικάς του αποστολάς. (1372, 43, 1573, 70)
paragraph: Την παρελθούσαν νύκτα ήκουσα υπό την πρωινήν σιγήν το κλάμα ενός παιδιού και εσκέφθην πόσον ολίγα ηξεύρομεν διά την ψυχήν των μικρών. (797, 525, 965, 552)
banner-title: ΑΠΟ ΤΗΝ ΖΩΗΝ (462, 62, 568, 111)
ad-address: Οδός Αριστοτέλους αρ. 20 (1429, 356, 1516, 366)
masthead (14, 6, 1586, 38)
paragraph: Ο κόμης Λάμσντορφ είχε κατά την εποχήν εκείνην να διευθύνει τα καθ' όλου εξωτερικά πράγματα της Ρωσσίας. Άνθρωπος χαμηλών τόνων και μεμετρημένων λόγων, εκινείτο μεταξύ του αυτοκράτορος και του Καίσαρος Γουλιέλμου χωρίς να θεωρεί εαυτόν υπεύθυνον της παρ' αυτού υπογραφείσης εν Μπιόρκε συνθήκης. (17, 813, 233, 857)
paragraph: Ο συγγραφεύς του εκδρομικού τούτου έργου, Βαρώνος Τάουμπε, ανήκεν εις την Βαλτικήν μορφοποίησιν εκείνην, εκ των παλαιών οικογενειών της περιοχής. (17, 419, 233, 446)
